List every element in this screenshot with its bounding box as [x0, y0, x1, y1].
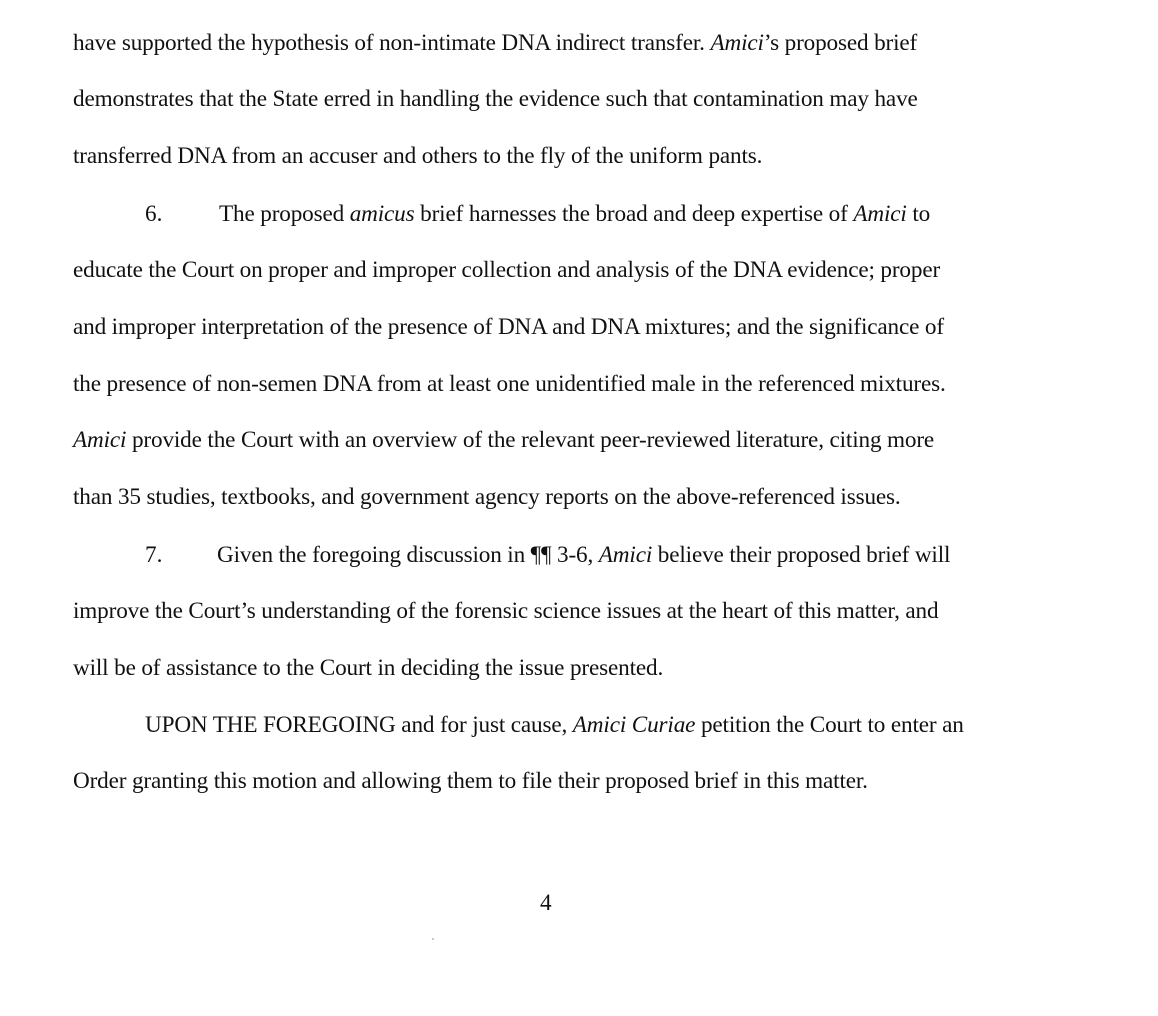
text-segment: Order granting this motion and allowing them to file their proposed brief in this matter. — [73, 768, 868, 794]
text-segment: UPON THE FOREGOING and for just cause, — [145, 712, 573, 738]
text-segment: petition the Court to enter an — [695, 712, 964, 738]
page-number: 4 — [540, 890, 552, 916]
italic-text: Amici — [710, 30, 764, 56]
text-line — [217, 541, 950, 569]
scan-speck — [432, 938, 434, 940]
text-line — [73, 313, 944, 341]
text-segment: transferred DNA from an accuser and others to the fly of the uniform pants. — [73, 143, 763, 169]
text-segment: The proposed — [219, 201, 350, 227]
text-segment: believe their proposed brief will — [652, 542, 951, 568]
text-segment: to — [906, 201, 931, 227]
text-segment: and improper interpretation of the presence of DNA and DNA mixtures; and the significance of — [73, 314, 944, 340]
text-segment: brief harnesses the broad and deep expertise of — [414, 201, 854, 227]
text-line — [73, 256, 940, 284]
text-segment: have supported the hypothesis of non-intimate DNA indirect transfer. — [73, 30, 711, 56]
text-line — [73, 85, 918, 113]
paragraph-number: 7. — [145, 542, 163, 568]
text-line — [219, 200, 930, 228]
text-line — [73, 483, 901, 511]
text-line — [73, 597, 938, 625]
text-segment: than 35 studies, textbooks, and government agency reports on the above-referenced issues. — [73, 484, 901, 510]
italic-text: Amici — [853, 201, 907, 227]
text-line — [73, 370, 946, 398]
italic-text: amicus — [349, 201, 415, 227]
text-line — [73, 654, 663, 682]
text-segment: provide the Court with an overview of the relevant peer-reviewed literature, citing more — [126, 427, 935, 453]
italic-text: Amici — [73, 427, 127, 453]
text-line — [73, 426, 934, 454]
text-line — [145, 711, 964, 739]
text-segment: ’s proposed brief — [763, 30, 918, 56]
text-segment: demonstrates that the State erred in handling the evidence such that contamination may have — [73, 86, 918, 112]
paragraph-number: 6. — [145, 201, 163, 227]
text-line — [73, 142, 762, 170]
text-segment: will be of assistance to the Court in deciding the issue presented. — [73, 655, 664, 681]
text-segment: educate the Court on proper and improper collection and analysis of the DNA evidence; proper — [73, 257, 941, 283]
text-segment: the presence of non-semen DNA from at least one unidentified male in the referenced mixtures. — [73, 371, 946, 397]
text-segment: Given the foregoing discussion in ¶¶ 3-6, — [217, 542, 599, 568]
text-line — [73, 767, 868, 795]
italic-text: Amici Curiae — [572, 712, 696, 738]
text-line — [73, 29, 917, 57]
italic-text: Amici — [598, 542, 653, 568]
text-segment: improve the Court’s understanding of the forensic science issues at the heart of this matter, and — [73, 598, 939, 624]
